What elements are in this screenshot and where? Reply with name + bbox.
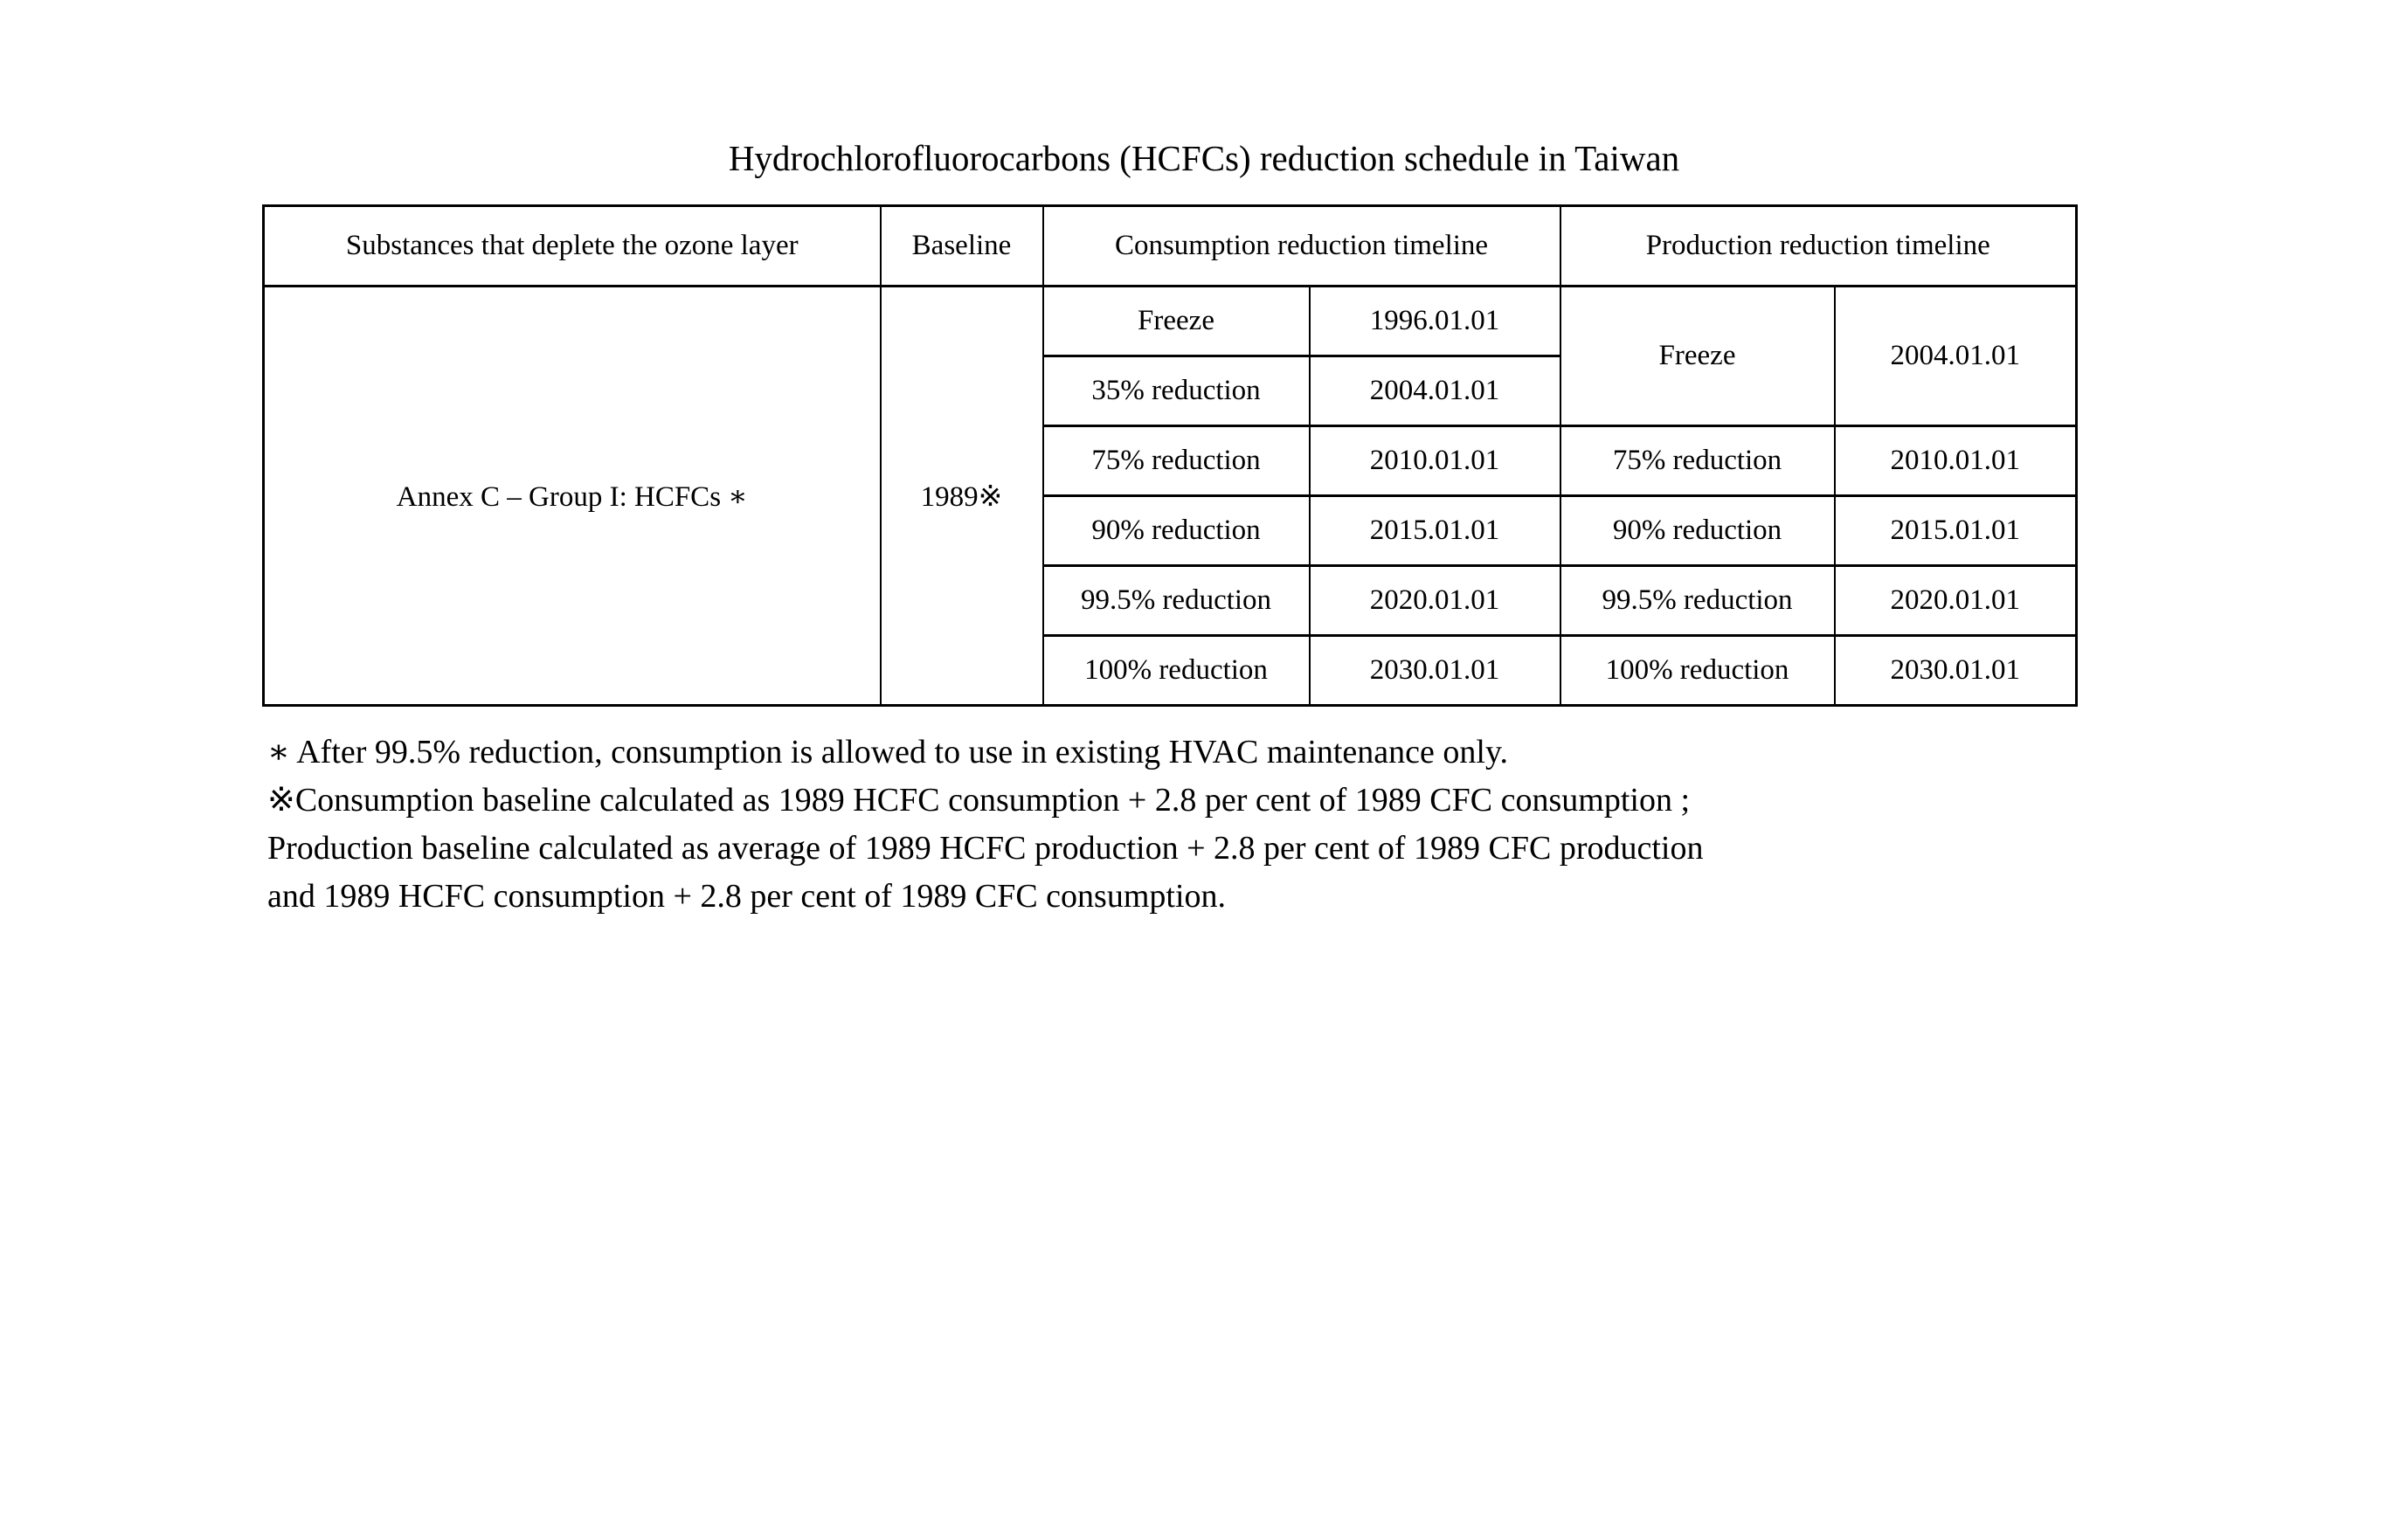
cell-consumption-milestone: 100% reduction bbox=[1043, 636, 1310, 706]
footnotes-block bbox=[267, 729, 2137, 921]
cell-consumption-date: 2020.01.01 bbox=[1310, 566, 1560, 636]
cell-production-date: 2004.01.01 bbox=[1835, 287, 2077, 426]
cell-baseline: 1989※ bbox=[881, 287, 1043, 706]
footnote-continuation: and 1989 HCFC consumption + 2.8 per cent of 1989 CFC consumption. bbox=[267, 878, 1227, 915]
cell-substance: Annex C – Group I: HCFCs ∗ bbox=[264, 287, 881, 706]
col-header-baseline: Baseline bbox=[881, 206, 1043, 287]
footnote-asterisk: ∗ After 99.5% reduction, consumption is allowed to use in existing HVAC maintenance only. bbox=[267, 734, 1508, 770]
cell-production-date: 2010.01.01 bbox=[1835, 426, 2077, 496]
cell-production-milestone: 99.5% reduction bbox=[1560, 566, 1835, 636]
cell-production-milestone: Freeze bbox=[1560, 287, 1835, 426]
cell-production-date: 2030.01.01 bbox=[1835, 636, 2077, 706]
cell-production-date: 2015.01.01 bbox=[1835, 496, 2077, 566]
cell-production-milestone: 75% reduction bbox=[1560, 426, 1835, 496]
cell-consumption-milestone: 75% reduction bbox=[1043, 426, 1310, 496]
cell-consumption-date: 2010.01.01 bbox=[1310, 426, 1560, 496]
table-row bbox=[264, 287, 2077, 356]
col-header-consumption: Consumption reduction timeline bbox=[1043, 206, 1560, 287]
cell-consumption-milestone: 99.5% reduction bbox=[1043, 566, 1310, 636]
cell-consumption-date: 1996.01.01 bbox=[1310, 287, 1560, 356]
cell-production-milestone: 90% reduction bbox=[1560, 496, 1835, 566]
table-header-row bbox=[264, 206, 2077, 287]
page-title: Hydrochlorofluorocarbons (HCFCs) reduction schedule in Taiwan bbox=[728, 138, 1680, 178]
cell-consumption-date: 2015.01.01 bbox=[1310, 496, 1560, 566]
cell-consumption-date: 2004.01.01 bbox=[1310, 356, 1560, 426]
footnote-continuation: Production baseline calculated as average of 1989 HCFC production + 2.8 per cent of 1989 CFC production bbox=[267, 830, 1704, 867]
cell-production-milestone: 100% reduction bbox=[1560, 636, 1835, 706]
col-header-substances: Substances that deplete the ozone layer bbox=[264, 206, 881, 287]
footnote-reference-mark: ※Consumption baseline calculated as 1989 HCFC consumption + 2.8 per cent of 1989 CFC consumption ; bbox=[267, 782, 1691, 819]
cell-consumption-date: 2030.01.01 bbox=[1310, 636, 1560, 706]
hcfc-reduction-table bbox=[262, 204, 2078, 707]
cell-consumption-milestone: Freeze bbox=[1043, 287, 1310, 356]
col-header-production: Production reduction timeline bbox=[1560, 206, 2077, 287]
cell-consumption-milestone: 35% reduction bbox=[1043, 356, 1310, 426]
cell-production-date: 2020.01.01 bbox=[1835, 566, 2077, 636]
cell-consumption-milestone: 90% reduction bbox=[1043, 496, 1310, 566]
